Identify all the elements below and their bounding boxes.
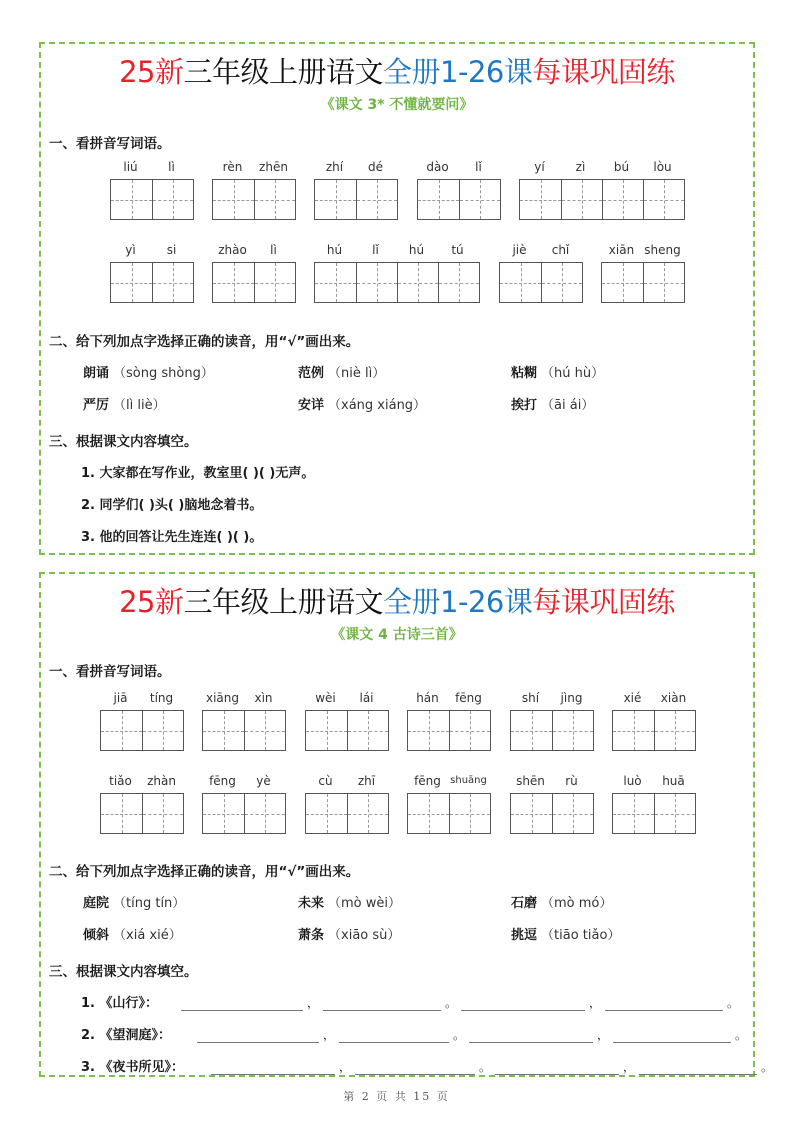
pinyin: si bbox=[166, 243, 177, 257]
word-box bbox=[612, 771, 696, 834]
reading-choice[interactable] bbox=[298, 394, 426, 413]
question-2-heading: 二、给下列加点字选择正确的读音，用“√”画出来。 bbox=[49, 864, 360, 880]
writing-cell[interactable] bbox=[152, 180, 193, 219]
word: 范例 bbox=[298, 366, 325, 381]
writing-cell[interactable] bbox=[449, 794, 490, 833]
pinyin: cù bbox=[318, 774, 333, 788]
word-box bbox=[407, 688, 491, 751]
writing-cell[interactable] bbox=[520, 180, 561, 219]
reading-choice[interactable] bbox=[511, 394, 594, 413]
word: 挑逗 bbox=[511, 928, 538, 943]
reading-choice[interactable] bbox=[511, 924, 620, 943]
writing-cell[interactable] bbox=[101, 711, 142, 750]
pinyin-row-2 bbox=[41, 771, 753, 841]
pinyin: shí bbox=[521, 691, 540, 705]
reading-choice[interactable] bbox=[298, 892, 401, 911]
word-box bbox=[612, 688, 696, 751]
period: 。 bbox=[735, 1028, 748, 1042]
pinyin: zhí bbox=[325, 160, 344, 174]
question-1-heading: 一、看拼音写词语。 bbox=[49, 664, 171, 680]
comma: ， bbox=[597, 1028, 610, 1042]
writing-cell[interactable] bbox=[654, 794, 695, 833]
answer-blank[interactable] bbox=[355, 1060, 475, 1075]
writing-cell[interactable] bbox=[408, 711, 449, 750]
word-box bbox=[407, 771, 491, 834]
pinyin: hú bbox=[408, 243, 425, 257]
word-box bbox=[212, 157, 296, 220]
writing-cell[interactable] bbox=[643, 263, 684, 302]
writing-cell[interactable] bbox=[643, 180, 684, 219]
question-2-heading: 二、给下列加点字选择正确的读音，用“√”画出来。 bbox=[49, 334, 360, 350]
writing-cell[interactable] bbox=[511, 711, 552, 750]
pinyin: zhēn bbox=[259, 160, 288, 174]
pinyin: dào bbox=[426, 160, 449, 174]
page-title bbox=[41, 580, 753, 621]
word-box bbox=[499, 240, 583, 303]
word: 粘糊 bbox=[511, 366, 538, 381]
poem-label: 3. 《夜书所见》： bbox=[81, 1060, 185, 1075]
pinyin: huā bbox=[662, 774, 685, 788]
answer-blank[interactable] bbox=[323, 996, 441, 1011]
lesson-subtitle: 《课文 4 古诗三首》 bbox=[331, 627, 463, 643]
pinyin: fēng bbox=[414, 774, 441, 788]
word: 萧条 bbox=[298, 928, 325, 943]
pinyin-options[interactable]: （hú hù） bbox=[541, 366, 605, 381]
lesson-subtitle: 《课文 3* 不懂就要问》 bbox=[320, 97, 474, 113]
pinyin: xiān bbox=[608, 243, 635, 257]
fill-blank-sentence[interactable]: 2. 同学们( )头( )脑地念着书。 bbox=[81, 498, 263, 513]
title-part-blue: 全册1-26课 bbox=[383, 55, 533, 89]
pinyin: xié bbox=[623, 691, 642, 705]
worksheet-lesson-4 bbox=[39, 572, 774, 1077]
writing-cell[interactable] bbox=[356, 263, 397, 302]
reading-choice[interactable] bbox=[298, 362, 385, 381]
word: 朗诵 bbox=[83, 366, 110, 381]
writing-cell[interactable] bbox=[203, 711, 244, 750]
title-part-red: 25新 bbox=[119, 585, 184, 619]
pinyin-options[interactable]: （xáng xiáng） bbox=[328, 398, 427, 413]
pinyin: rù bbox=[565, 774, 578, 788]
pinyin: lì bbox=[168, 160, 175, 174]
pinyin-options[interactable]: （tiāo tiǎo） bbox=[541, 928, 621, 943]
answer-blank[interactable] bbox=[211, 1060, 335, 1075]
question-3-heading: 三、根据课文内容填空。 bbox=[49, 434, 198, 450]
title-part-red-2: 每课巩固练 bbox=[532, 585, 675, 619]
pinyin: wèi bbox=[315, 691, 336, 705]
writing-cell[interactable] bbox=[347, 711, 388, 750]
pinyin: jiè bbox=[512, 243, 527, 257]
pinyin-options[interactable]: （xiá xié） bbox=[113, 928, 182, 943]
page-title bbox=[41, 50, 753, 91]
word-box bbox=[110, 240, 194, 303]
title-part-red: 25新 bbox=[119, 55, 184, 89]
pinyin: tiǎo bbox=[109, 774, 132, 788]
writing-cell[interactable] bbox=[152, 263, 193, 302]
period: 。 bbox=[445, 996, 458, 1010]
fill-blank-sentence[interactable]: 1. 大家都在写作业，教室里( )( )无声。 bbox=[81, 466, 315, 481]
pinyin-options[interactable]: （mò wèi） bbox=[328, 896, 402, 911]
writing-cell[interactable] bbox=[142, 794, 183, 833]
pinyin-options[interactable]: （mò mó） bbox=[541, 896, 613, 911]
writing-cell[interactable] bbox=[254, 263, 295, 302]
writing-cell[interactable] bbox=[244, 794, 285, 833]
word-box bbox=[519, 157, 685, 220]
writing-cell[interactable] bbox=[254, 180, 295, 219]
pinyin: liú bbox=[123, 160, 138, 174]
writing-cell[interactable] bbox=[552, 794, 593, 833]
writing-cell[interactable] bbox=[315, 180, 356, 219]
reading-choice[interactable] bbox=[83, 394, 166, 413]
writing-cell[interactable] bbox=[602, 180, 643, 219]
period: 。 bbox=[727, 996, 740, 1010]
fill-blank-sentence[interactable]: 3. 他的回答让先生连连( )( )。 bbox=[81, 530, 263, 545]
word-box bbox=[314, 157, 398, 220]
writing-cell[interactable] bbox=[244, 711, 285, 750]
pinyin: lǐ bbox=[372, 243, 379, 257]
pinyin: rèn bbox=[222, 160, 243, 174]
writing-cell[interactable] bbox=[306, 794, 347, 833]
writing-cell[interactable] bbox=[101, 794, 142, 833]
poem-label: 2. 《望洞庭》： bbox=[81, 1028, 172, 1043]
writing-cell[interactable] bbox=[418, 180, 459, 219]
answer-blank[interactable] bbox=[605, 996, 723, 1011]
writing-cell[interactable] bbox=[213, 263, 254, 302]
answer-blank[interactable] bbox=[461, 996, 585, 1011]
answer-blank[interactable] bbox=[639, 1060, 757, 1075]
pinyin-options[interactable]: （lì liè） bbox=[113, 398, 166, 413]
writing-cell[interactable] bbox=[438, 263, 479, 302]
worksheet-lesson-3 bbox=[39, 42, 755, 555]
writing-cell[interactable] bbox=[552, 711, 593, 750]
pinyin: sheng bbox=[644, 243, 681, 257]
pinyin: xiàn bbox=[660, 691, 687, 705]
pinyin: xìn bbox=[254, 691, 273, 705]
writing-cell[interactable] bbox=[111, 263, 152, 302]
pinyin: lòu bbox=[653, 160, 672, 174]
pinyin: zhàn bbox=[147, 774, 176, 788]
writing-cell[interactable] bbox=[203, 794, 244, 833]
comma: ， bbox=[623, 1060, 636, 1074]
word-box bbox=[212, 240, 296, 303]
comma: ， bbox=[589, 996, 602, 1010]
word-box bbox=[417, 157, 501, 220]
word: 严厉 bbox=[83, 398, 110, 413]
title-part-blue: 全册1-26课 bbox=[383, 585, 533, 619]
word: 庭院 bbox=[83, 896, 110, 911]
word: 未来 bbox=[298, 896, 325, 911]
pinyin: dé bbox=[368, 160, 383, 174]
writing-cell[interactable] bbox=[356, 180, 397, 219]
answer-blank[interactable] bbox=[197, 1028, 319, 1043]
word-box bbox=[202, 771, 286, 834]
word-box bbox=[510, 688, 594, 751]
pinyin-row-1 bbox=[41, 157, 753, 227]
pinyin: yì bbox=[125, 243, 136, 257]
pinyin: shēn bbox=[516, 774, 545, 788]
pinyin: chǐ bbox=[551, 243, 570, 257]
poem-fill-row bbox=[81, 992, 739, 1011]
pinyin: yè bbox=[256, 774, 271, 788]
pinyin: jìng bbox=[560, 691, 583, 705]
pinyin: zhào bbox=[218, 243, 247, 257]
title-part-black: 三年级上册语文 bbox=[183, 55, 384, 89]
pinyin-options[interactable]: （tíng tín） bbox=[113, 896, 186, 911]
answer-blank[interactable] bbox=[181, 996, 303, 1011]
question-3-heading: 三、根据课文内容填空。 bbox=[49, 964, 198, 980]
word-box bbox=[314, 240, 480, 303]
pinyin: tú bbox=[451, 243, 464, 257]
writing-cell[interactable] bbox=[142, 711, 183, 750]
pinyin-row-1 bbox=[41, 688, 753, 758]
pinyin: xiāng bbox=[205, 691, 239, 705]
writing-cell[interactable] bbox=[408, 794, 449, 833]
comma: ， bbox=[323, 1028, 336, 1042]
pinyin: lái bbox=[359, 691, 374, 705]
reading-choice[interactable] bbox=[511, 892, 612, 911]
period: 。 bbox=[761, 1060, 774, 1074]
pinyin: jiā bbox=[113, 691, 128, 705]
pinyin: fēng bbox=[455, 691, 482, 705]
pinyin-row-2 bbox=[41, 240, 753, 310]
writing-cell[interactable] bbox=[315, 263, 356, 302]
writing-cell[interactable] bbox=[511, 794, 552, 833]
word: 石磨 bbox=[511, 896, 538, 911]
writing-cell[interactable] bbox=[602, 263, 643, 302]
word: 挨打 bbox=[511, 398, 538, 413]
word-box bbox=[100, 688, 184, 751]
pinyin: tíng bbox=[149, 691, 174, 705]
poem-fill-row bbox=[81, 1056, 773, 1075]
writing-cell[interactable] bbox=[306, 711, 347, 750]
writing-cell[interactable] bbox=[347, 794, 388, 833]
writing-cell[interactable] bbox=[459, 180, 500, 219]
word-box bbox=[305, 771, 389, 834]
answer-blank[interactable] bbox=[495, 1060, 619, 1075]
writing-cell[interactable] bbox=[613, 794, 654, 833]
pinyin-options[interactable]: （sòng shòng） bbox=[113, 366, 214, 381]
writing-cell[interactable] bbox=[111, 180, 152, 219]
reading-choice[interactable] bbox=[298, 924, 400, 943]
pinyin: shuāng bbox=[450, 775, 487, 786]
period: 。 bbox=[453, 1028, 466, 1042]
poem-label: 1. 《山行》： bbox=[81, 996, 159, 1011]
writing-cell[interactable] bbox=[213, 180, 254, 219]
reading-choice[interactable] bbox=[83, 362, 214, 381]
word-box bbox=[510, 771, 594, 834]
title-part-red-2: 每课巩固练 bbox=[532, 55, 675, 89]
pinyin: lì bbox=[270, 243, 277, 257]
writing-cell[interactable] bbox=[613, 711, 654, 750]
word: 安详 bbox=[298, 398, 325, 413]
word-box bbox=[601, 240, 685, 303]
pinyin: fēng bbox=[209, 774, 236, 788]
pinyin: lǐ bbox=[475, 160, 482, 174]
word-box bbox=[110, 157, 194, 220]
pinyin: hán bbox=[416, 691, 439, 705]
writing-cell[interactable] bbox=[397, 263, 438, 302]
pinyin-options[interactable]: （niè lì） bbox=[328, 366, 386, 381]
answer-blank[interactable] bbox=[469, 1028, 593, 1043]
writing-cell[interactable] bbox=[541, 263, 582, 302]
comma: ， bbox=[339, 1060, 352, 1074]
reading-choice[interactable] bbox=[83, 924, 182, 943]
word-box bbox=[202, 688, 286, 751]
question-1-heading: 一、看拼音写词语。 bbox=[49, 136, 171, 152]
answer-blank[interactable] bbox=[339, 1028, 449, 1043]
writing-cell[interactable] bbox=[561, 180, 602, 219]
pinyin-options[interactable]: （āi ái） bbox=[541, 398, 595, 413]
pinyin: bú bbox=[613, 160, 630, 174]
word-box bbox=[100, 771, 184, 834]
reading-choice[interactable] bbox=[83, 892, 185, 911]
answer-blank[interactable] bbox=[613, 1028, 731, 1043]
word-box bbox=[305, 688, 389, 751]
poem-fill-row bbox=[81, 1024, 747, 1043]
pinyin: hú bbox=[326, 243, 343, 257]
pinyin: zhī bbox=[357, 774, 376, 788]
period: 。 bbox=[479, 1060, 492, 1074]
word: 倾斜 bbox=[83, 928, 110, 943]
reading-choice[interactable] bbox=[511, 362, 604, 381]
title-part-black: 三年级上册语文 bbox=[183, 585, 384, 619]
writing-cell[interactable] bbox=[449, 711, 490, 750]
pinyin: zì bbox=[575, 160, 586, 174]
pinyin: luò bbox=[623, 774, 642, 788]
page-number-footer: 第 2 页 共 15 页 bbox=[343, 1090, 450, 1103]
writing-cell[interactable] bbox=[654, 711, 695, 750]
comma: ， bbox=[307, 996, 320, 1010]
writing-cell[interactable] bbox=[500, 263, 541, 302]
pinyin-options[interactable]: （xiāo sù） bbox=[328, 928, 401, 943]
pinyin: yí bbox=[534, 160, 545, 174]
